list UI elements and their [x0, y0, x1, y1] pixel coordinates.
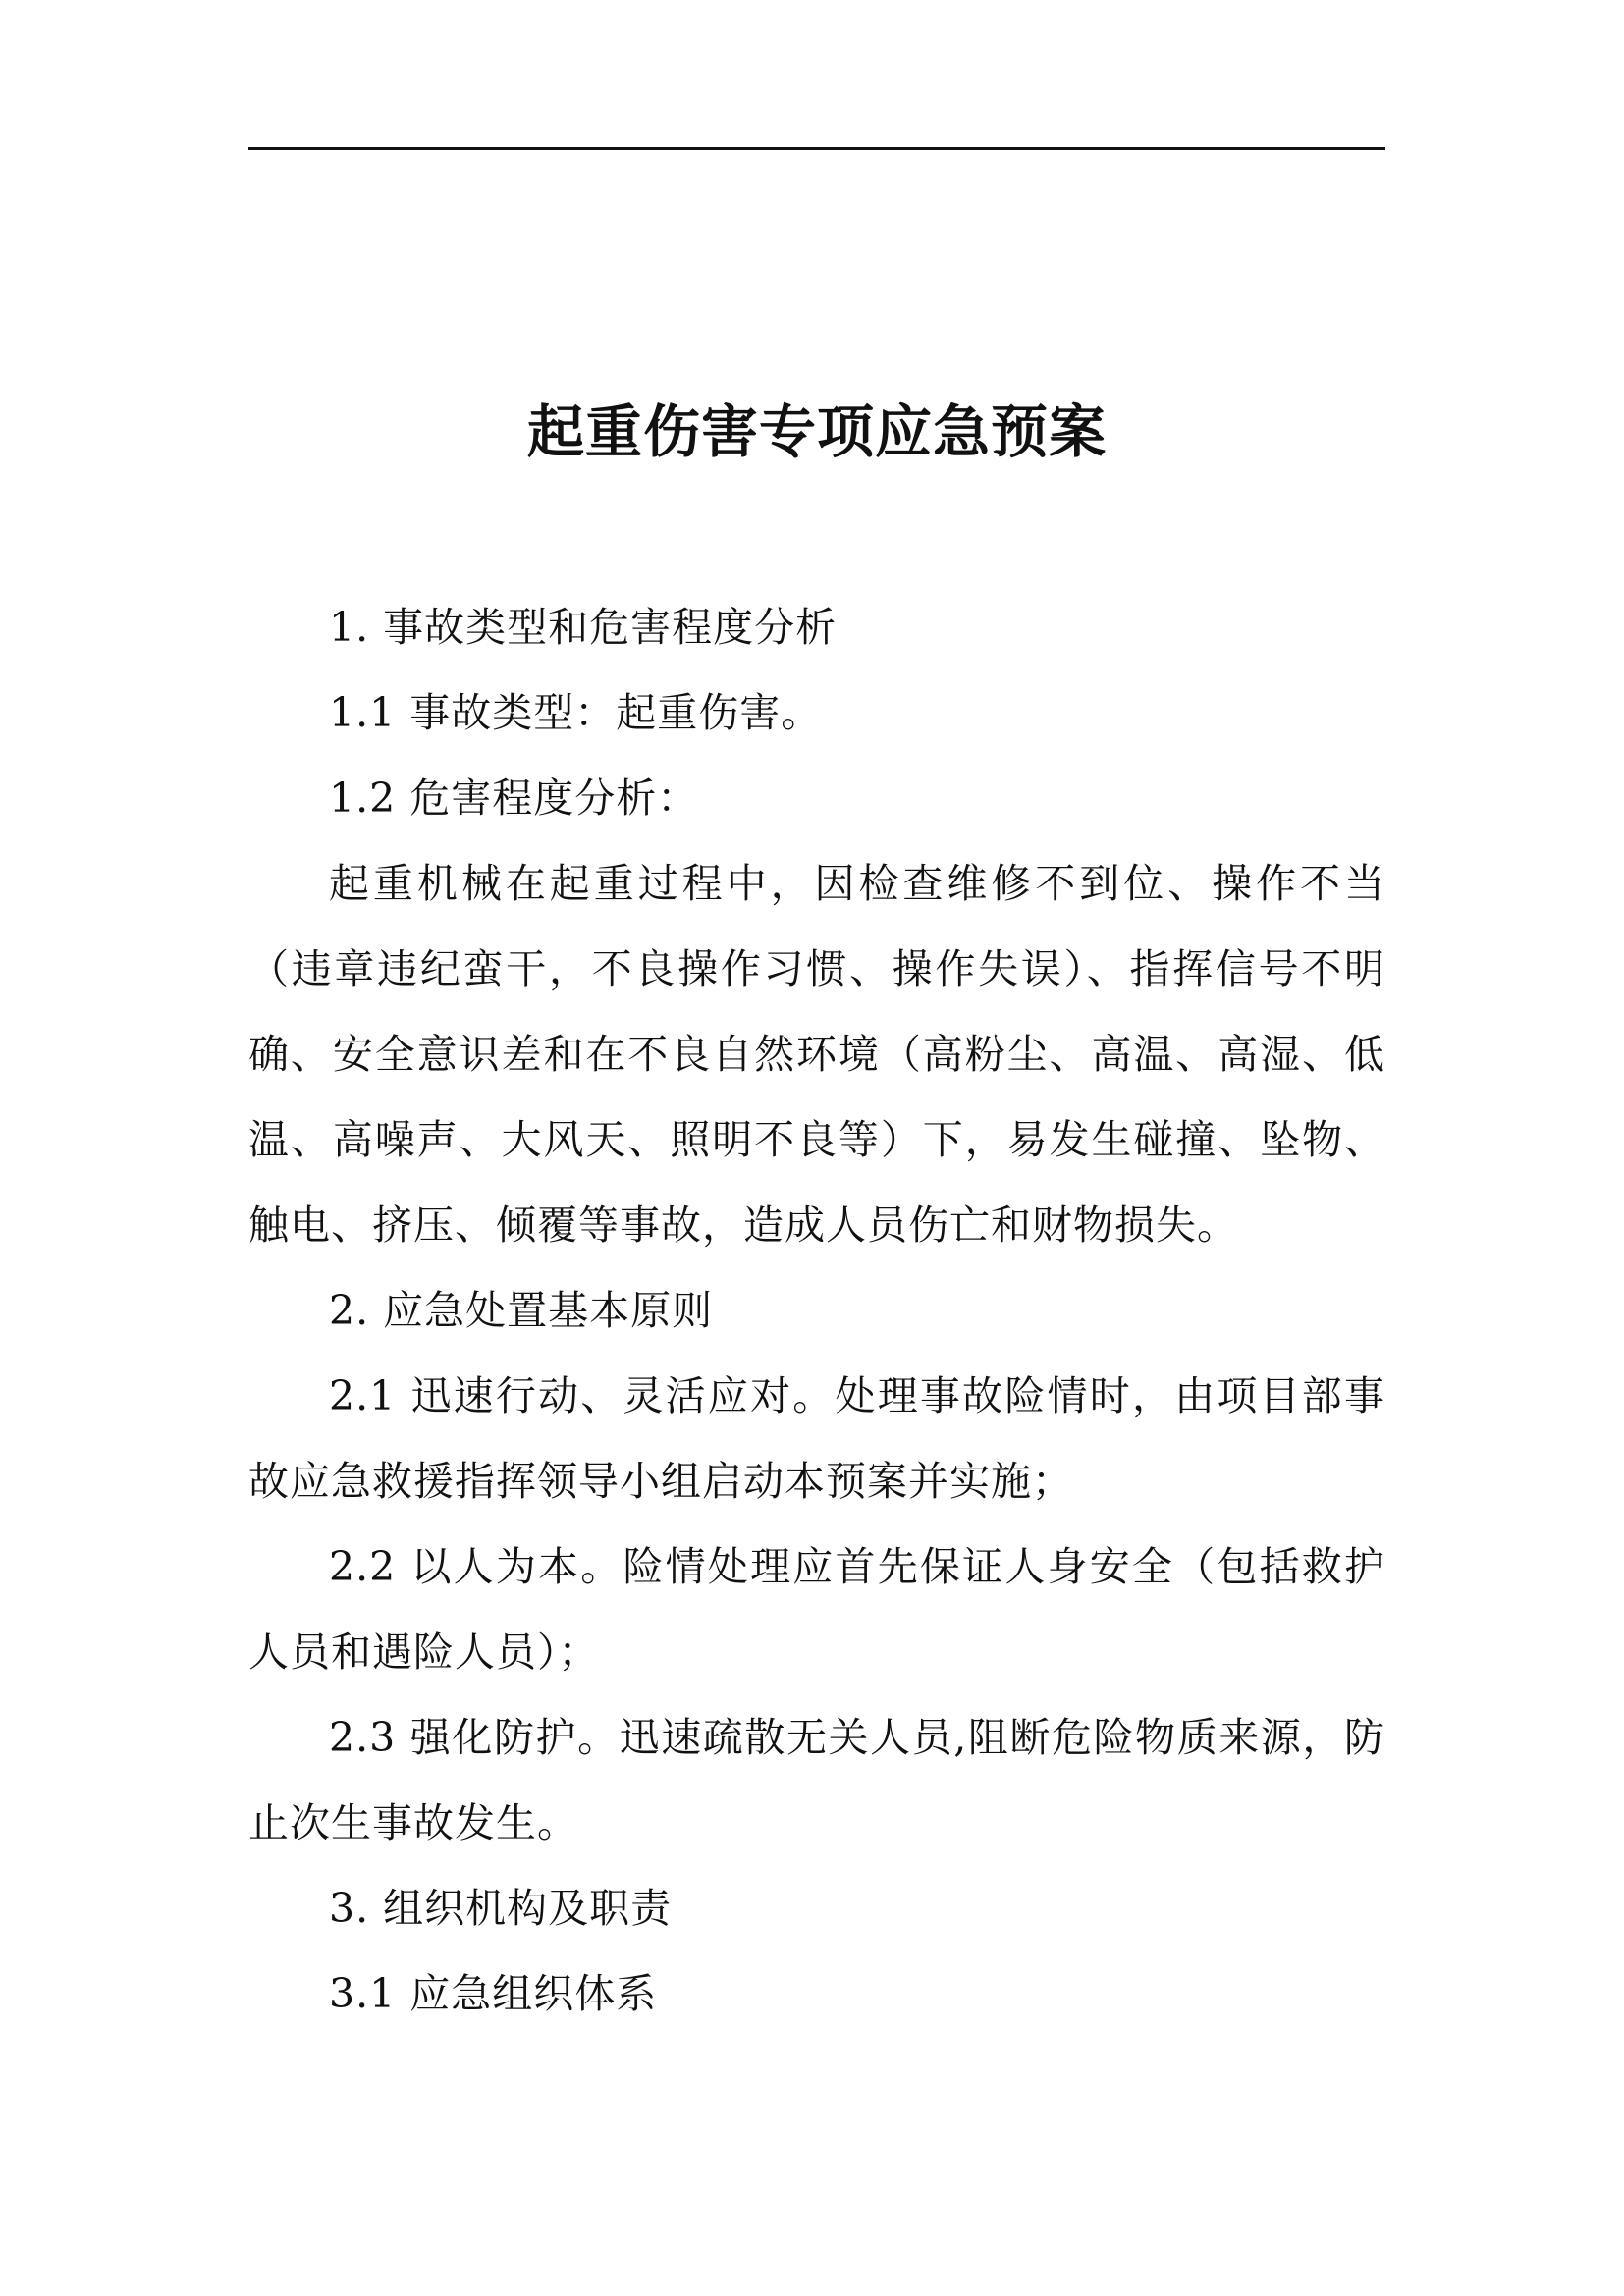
- section-heading-2: 2. 应急处置基本原则: [329, 1287, 714, 1334]
- section-heading-3: 3. 组织机构及职责: [329, 1885, 673, 1932]
- document-title: 起重伤害专项应急预案: [526, 399, 1107, 465]
- section-heading-1: 1. 事故类型和危害程度分析: [329, 604, 838, 651]
- header-rule: [248, 147, 1385, 150]
- document-body: [248, 585, 1385, 2037]
- principle-2-2-paragraph: 2.2 以人为本。险情处理应首先保证人身安全（包括救护人员和遇险人员）；: [248, 1543, 1385, 1676]
- subsection-heading-3-1: 3.1 应急组织体系: [329, 1970, 658, 2017]
- principle-2-3-paragraph: 2.3 强化防护。迅速疏散无关人员,阻断危险物质来源，防止次生事故发生。: [248, 1714, 1385, 1846]
- subsection-heading-1-2: 1.2 危害程度分析：: [329, 774, 699, 822]
- hazard-analysis-paragraph: 起重机械在起重过程中，因检查维修不到位、操作不当（违章违纪蛮干，不良操作习惯、操作失误）、指挥信号不明确、安全意识差和在不良自然环境（高粉尘、高温、高湿、低温、高噪声、大风天、照明不良等）下，易发生碰撞、坠物、触电、挤压、倾覆等事故，造成人员伤亡和财物损失。: [248, 860, 1385, 1249]
- subsection-heading-1-1: 1.1 事故类型：起重伤害。: [329, 689, 823, 736]
- principle-2-1-paragraph: 2.1 迅速行动、灵活应对。处理事故险情时，由项目部事故应急救援指挥领导小组启动本预案并实施；: [248, 1372, 1385, 1505]
